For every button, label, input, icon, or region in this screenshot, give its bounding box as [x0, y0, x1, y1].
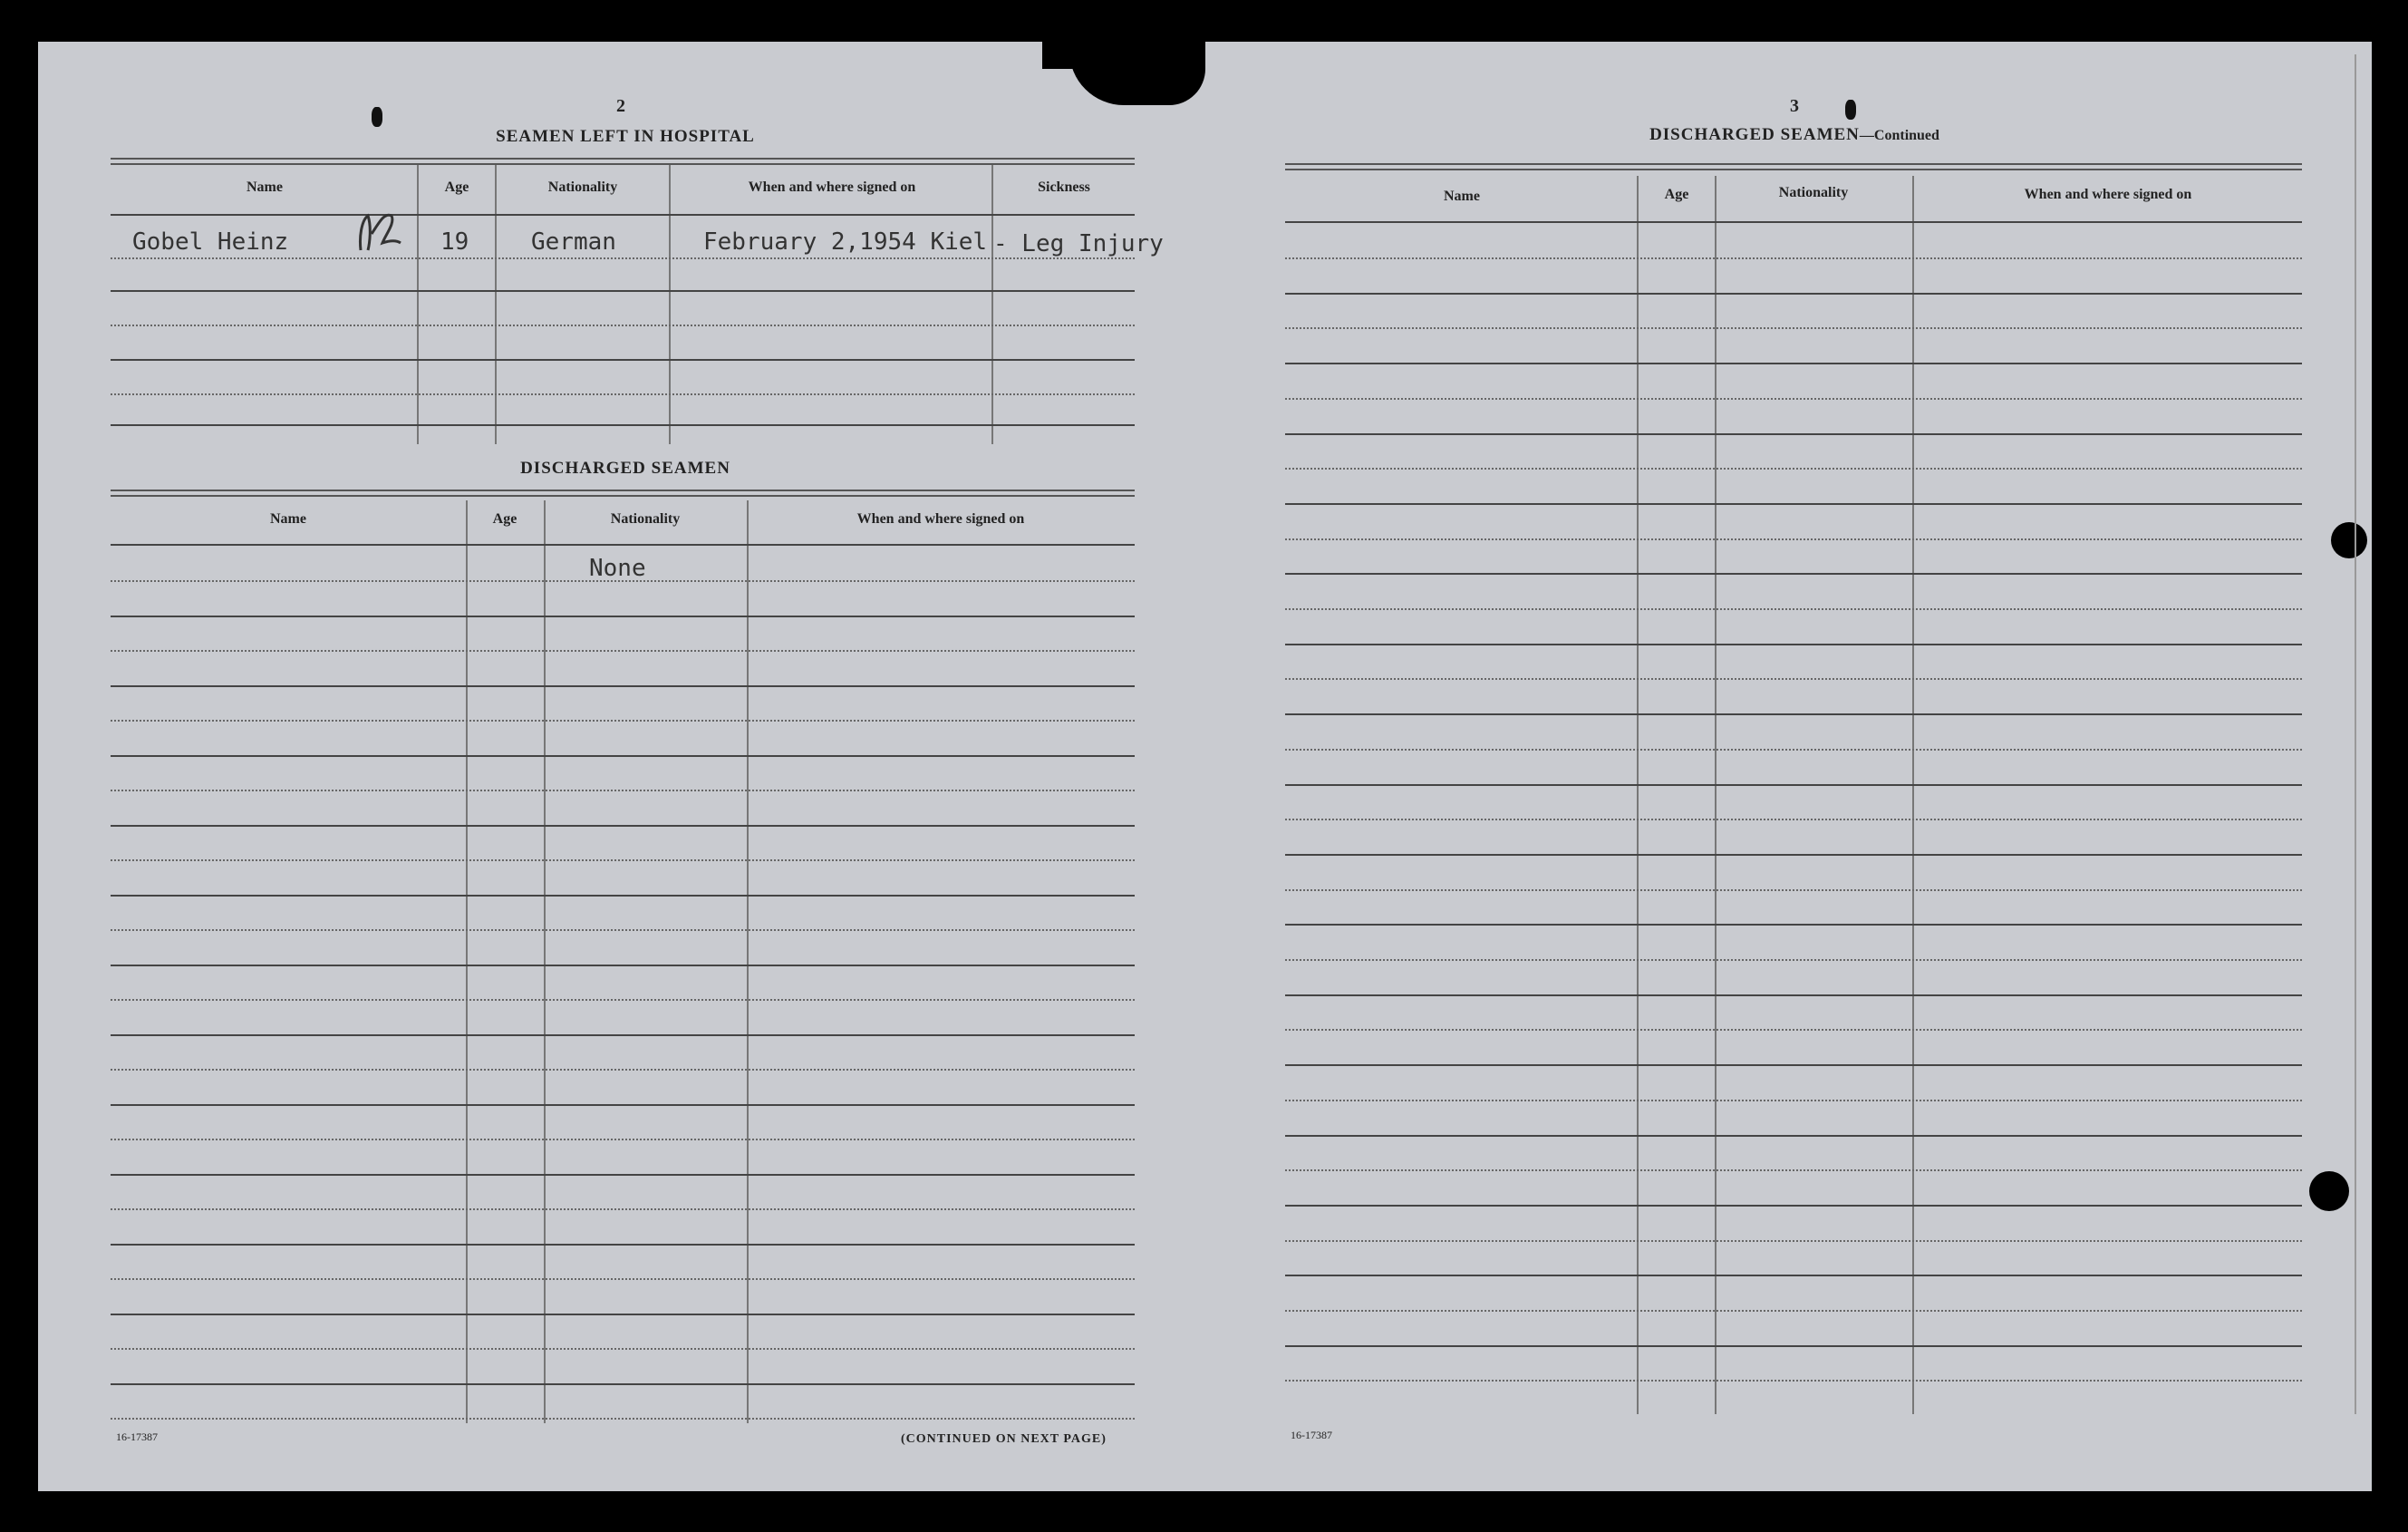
row-rule [1285, 924, 2302, 926]
entry-nationality: None [589, 555, 646, 582]
row-rule [1285, 959, 2302, 961]
ink-mark [1845, 100, 1856, 120]
row-rule [1285, 1205, 2302, 1207]
row-rule [1285, 1100, 2302, 1101]
row-rule [111, 755, 1135, 757]
row-rule [111, 424, 1135, 426]
column-header-name: Name [270, 511, 306, 527]
torn-edge [1042, 42, 1078, 69]
column-header-age: Age [492, 511, 517, 527]
row-rule [111, 1174, 1135, 1176]
row-rule [111, 929, 1135, 931]
entry-sickness: - Leg Injury [993, 230, 1164, 257]
row-rule [111, 685, 1135, 687]
row-rule [1285, 433, 2302, 435]
title-suffix: —Continued [1859, 128, 1939, 143]
column-header-name: Name [247, 179, 283, 195]
column-header-age: Age [1664, 187, 1689, 202]
row-rule [1285, 257, 2302, 259]
row-rule [1285, 1275, 2302, 1276]
row-rule [1285, 678, 2302, 680]
row-rule [111, 859, 1135, 861]
discharged-continued-title [1604, 125, 1985, 145]
column-divider [1715, 176, 1717, 1414]
row-rule [111, 895, 1135, 897]
row-rule [1285, 994, 2302, 996]
row-rule [1285, 819, 2302, 820]
column-divider [495, 165, 497, 444]
row-rule [1285, 293, 2302, 295]
page-number: 3 [1790, 96, 1799, 116]
row-rule [1285, 1169, 2302, 1171]
column-divider [747, 500, 749, 1423]
row-rule [111, 965, 1135, 966]
row-rule [1285, 784, 2302, 786]
handwritten-initials [352, 207, 406, 256]
row-rule [111, 825, 1135, 827]
row-rule [1285, 889, 2302, 891]
column-header-signed-on: When and where signed on [856, 511, 1025, 527]
discharged-section-title: DISCHARGED SEAMEN [520, 459, 730, 478]
row-rule [1285, 538, 2302, 540]
row-rule [111, 790, 1135, 791]
row-rule [1285, 468, 2302, 470]
header-rule [111, 214, 1135, 216]
punch-hole [2309, 1171, 2349, 1211]
form-number: 16-17387 [116, 1430, 158, 1443]
row-rule [1285, 644, 2302, 645]
entry-name: Gobel Heinz [132, 228, 289, 256]
row-rule [111, 1208, 1135, 1210]
continued-note: (CONTINUED ON NEXT PAGE) [901, 1432, 1107, 1446]
section-divider [111, 490, 1135, 497]
row-rule [111, 1383, 1135, 1385]
row-rule [1285, 1240, 2302, 1242]
row-rule [1285, 854, 2302, 856]
row-rule [111, 1244, 1135, 1246]
row-rule [1285, 608, 2302, 610]
row-rule [1285, 1345, 2302, 1347]
row-rule [1285, 1380, 2302, 1382]
row-rule [111, 1418, 1135, 1420]
section-divider [1285, 163, 2302, 170]
row-rule [111, 393, 1135, 395]
hospital-section-title: SEAMEN LEFT IN HOSPITAL [496, 127, 755, 146]
column-divider [669, 165, 671, 444]
row-rule [111, 1104, 1135, 1106]
row-rule [111, 325, 1135, 326]
row-rule [1285, 363, 2302, 364]
row-rule [1285, 1064, 2302, 1066]
column-header-sickness: Sickness [1038, 179, 1090, 195]
row-rule [111, 616, 1135, 617]
ink-mark [372, 107, 382, 127]
row-rule [111, 1314, 1135, 1315]
column-divider [1637, 176, 1639, 1414]
title-text: DISCHARGED SEAMEN [1649, 125, 1860, 144]
header-rule [111, 544, 1135, 546]
column-header-nationality: Nationality [610, 511, 681, 527]
row-rule [111, 580, 1135, 582]
row-rule [111, 1034, 1135, 1036]
column-divider [991, 165, 993, 444]
row-rule [1285, 1135, 2302, 1137]
row-rule [111, 1069, 1135, 1071]
page-edge-line [2355, 54, 2356, 1414]
column-divider [1912, 176, 1914, 1414]
row-rule [1285, 713, 2302, 715]
column-header-nationality: Nationality [547, 179, 618, 195]
row-rule [111, 1139, 1135, 1140]
row-rule [1285, 327, 2302, 329]
row-rule [111, 290, 1135, 292]
row-rule [111, 359, 1135, 361]
punch-hole [2331, 522, 2367, 558]
row-rule [111, 650, 1135, 652]
column-header-nationality: Nationality [1778, 185, 1849, 200]
column-divider [544, 500, 546, 1423]
row-rule [111, 257, 1135, 259]
row-rule [1285, 1310, 2302, 1312]
row-rule [1285, 573, 2302, 575]
column-header-age: Age [444, 179, 469, 195]
row-rule [111, 1348, 1135, 1350]
entry-nationality: German [531, 228, 616, 256]
row-rule [1285, 749, 2302, 751]
entry-signed-on: February 2,1954 Kiel [703, 228, 988, 256]
column-header-name: Name [1444, 189, 1480, 204]
column-divider [466, 500, 468, 1423]
row-rule [1285, 398, 2302, 400]
column-header-signed-on: When and where signed on [2024, 187, 2192, 202]
column-header-signed-on: When and where signed on [748, 179, 916, 195]
row-rule [1285, 1029, 2302, 1031]
form-number: 16-17387 [1291, 1429, 1332, 1441]
section-divider [111, 158, 1135, 165]
header-rule [1285, 221, 2302, 223]
page-number: 2 [616, 96, 625, 116]
column-divider [417, 165, 419, 444]
row-rule [111, 1278, 1135, 1280]
row-rule [111, 999, 1135, 1001]
row-rule [111, 720, 1135, 722]
row-rule [1285, 503, 2302, 505]
entry-age: 19 [440, 228, 469, 256]
